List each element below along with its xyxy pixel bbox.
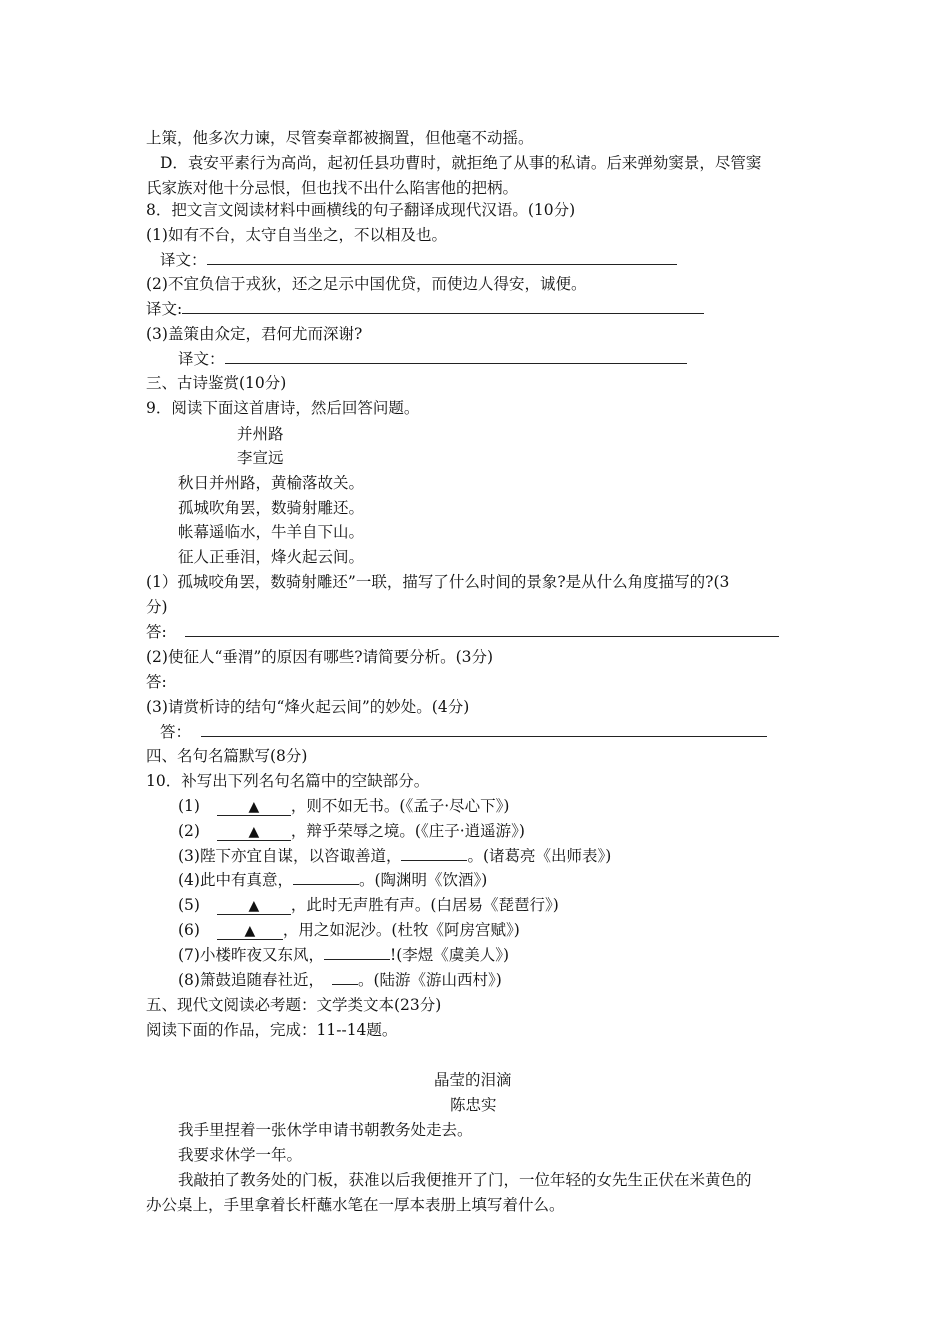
fill-blank[interactable] — [401, 846, 467, 861]
option-d: D．袁安平素行为高尚，起初任县功曹时，就拒绝了从事的私请。后来弹劾窦景，尽管窦 — [160, 154, 762, 172]
option-c-continuation: 上策，他多次力谏，尽管奏章都被搁置，但他毫不动摇。 — [146, 129, 534, 147]
poem-line-4: 征人正垂泪，烽火起云间。 — [178, 548, 365, 566]
q9-answer-1 — [146, 621, 779, 643]
fill-item-6: (6) ▲ ，用之如泥沙。(杜牧《阿房宫赋》) — [178, 921, 520, 939]
article-title: 晶莹的泪滴 — [434, 1071, 512, 1089]
fill-item-8: (8)箫鼓追随春社近， 。(陆游《游山西村》) — [178, 971, 502, 989]
fill-blank-triangle[interactable]: ▲ — [217, 799, 291, 816]
article-author: 陈忠实 — [450, 1096, 497, 1114]
q8-answer-2 — [146, 298, 704, 320]
fill-blank[interactable] — [324, 945, 390, 960]
answer-label: 答： — [160, 723, 192, 741]
poem-line-2: 孤城吹角罢，数骑射雕还。 — [178, 499, 365, 517]
poem-author: 李宣远 — [237, 449, 284, 467]
answer-blank[interactable] — [185, 622, 779, 637]
fill-blank[interactable] — [293, 870, 359, 885]
article-paragraph-3: 我敲拍了教务处的门板，获准以后我便推开了门，一位年轻的女先生正伏在米黄色的 — [178, 1171, 752, 1189]
article-paragraph-1: 我手里捏着一张休学申请书朝教务处走去。 — [178, 1121, 473, 1139]
q8-sentence-2: (2)不宜负信于戎狄，还之足示中国优贷，而使边人得安，诚便。 — [146, 275, 587, 293]
fill-item-5: (5) ▲ ，此时无声胜有声。(白居易《琵琶行》) — [178, 896, 559, 914]
q9-answer-2-label: 答: — [146, 673, 167, 691]
poem-line-1: 秋日并州路，黄榆落故关。 — [178, 474, 365, 492]
poem-title: 并州路 — [237, 425, 284, 443]
question-8: 8．把文言文阅读材料中画横线的句子翻译成现代汉语。(10分) — [146, 201, 576, 219]
answer-label: 译文： — [178, 350, 225, 368]
fill-item-4: (4)此中有真意， 。(陶渊明《饮酒》) — [178, 871, 488, 889]
question-9: 9．阅读下面这首唐诗，然后回答问题。 — [146, 399, 420, 417]
answer-blank[interactable] — [225, 349, 687, 364]
fill-blank-triangle[interactable]: ▲ — [217, 898, 291, 915]
answer-label: 译文: — [146, 300, 183, 318]
section-3-heading: 三、古诗鉴赏(10分) — [146, 374, 287, 392]
answer-blank[interactable] — [207, 250, 677, 265]
answer-blank[interactable] — [201, 722, 767, 737]
answer-label: 译文： — [160, 251, 207, 269]
q9-part-2: (2)使征人“垂渭”的原因有哪些?请简要分析。(3分) — [146, 648, 494, 666]
reading-instruction: 阅读下面的作品，完成：11--14题。 — [146, 1021, 398, 1039]
q9-part-3: (3)请赏析诗的结句“烽火起云间”的妙处。(4分) — [146, 698, 470, 716]
q8-answer-1 — [160, 249, 677, 271]
q8-sentence-1: (1)如有不台，太守自当坐之，不以相及也。 — [146, 226, 447, 244]
fill-item-3: (3)陛下亦宜自谋，以咨诹善道， 。(诸葛亮《出师表》) — [178, 847, 612, 865]
fill-blank[interactable] — [332, 970, 358, 985]
option-d-continuation: 氏家族对他十分忌恨，但也找不出什么陷害他的把柄。 — [146, 179, 519, 197]
fill-item-7: (7)小楼昨夜又东风， !(李煜《虞美人》) — [178, 946, 510, 964]
fill-blank-triangle[interactable]: ▲ — [217, 824, 291, 841]
q9-part-1: (1）孤城咬角罢，数骑射雕还”一联，描写了什么时间的景象?是从什么角度描写的?(3 — [146, 573, 730, 591]
q8-answer-3 — [178, 348, 687, 370]
answer-blank[interactable] — [182, 299, 704, 314]
section-4-heading: 四、名句名篇默写(8分) — [146, 747, 308, 765]
fill-blank-triangle[interactable]: ▲ — [217, 923, 283, 940]
article-paragraph-2: 我要求休学一年。 — [178, 1146, 303, 1164]
q9-answer-3 — [160, 721, 767, 743]
answer-label: 答: — [146, 623, 167, 641]
fill-item-1: (1) ▲ ，则不如无书。(《孟子·尽心下》) — [178, 797, 510, 815]
section-5-heading: 五、现代文阅读必考题：文学类文本(23分) — [146, 996, 442, 1014]
fill-item-2: (2) ▲ ，辩乎荣辱之境。(《庄子·逍遥游》) — [178, 822, 525, 840]
poem-line-3: 帐幕遥临水，牛羊自下山。 — [178, 523, 365, 541]
article-paragraph-3-cont: 办公桌上，手里拿着长杆蘸水笔在一厚本表册上填写着什么。 — [146, 1196, 565, 1214]
q9-part-1-cont: 分) — [146, 598, 168, 616]
q8-sentence-3: (3)盖策由众定，君何尤而深谢? — [146, 325, 363, 343]
question-10: 10．补写出下列名句名篇中的空缺部分。 — [146, 772, 430, 790]
